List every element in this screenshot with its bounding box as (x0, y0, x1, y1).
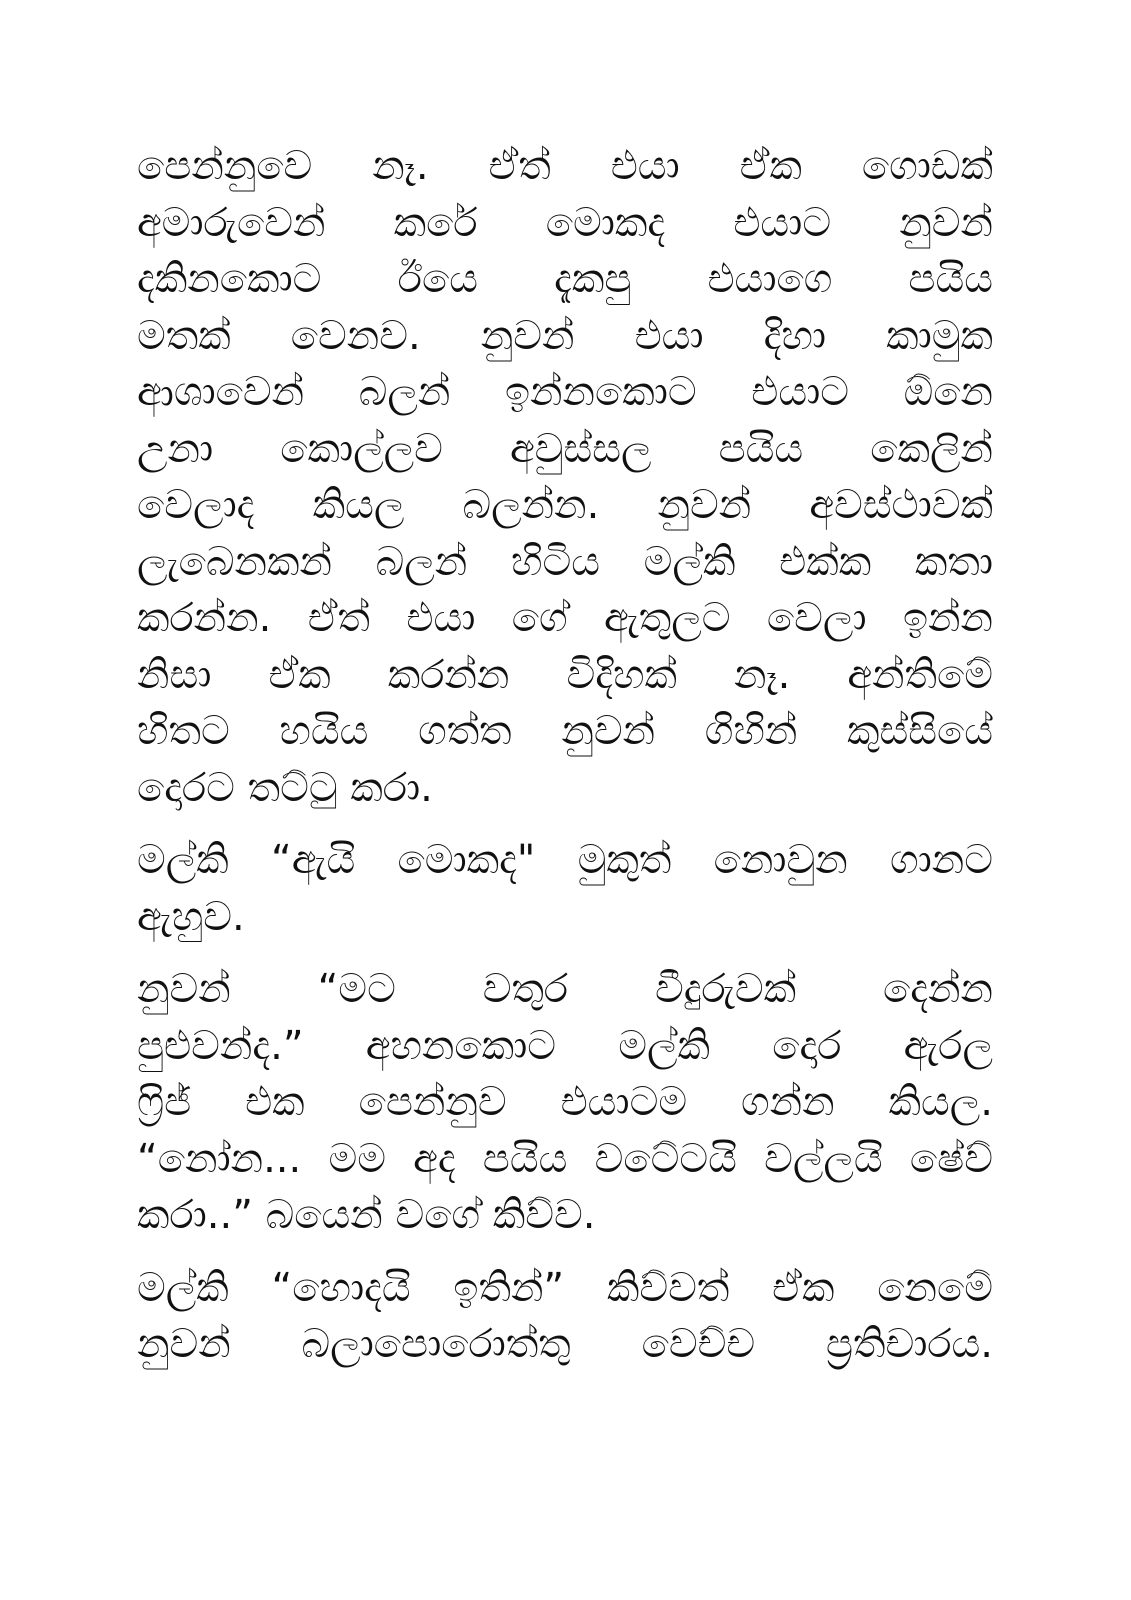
text-line: කරන්න. ඒත් එයා ගේ ඇතුලට වෙලා ඉන්න (137, 595, 993, 641)
text-line: “නෝන... මම අද පයිය වටේටයි වල්ලයි ෂේව් (137, 1135, 993, 1182)
text-line: හිතට හයිය ගත්ත නුවන් ගිහින් කුස්සියේ (137, 708, 993, 754)
paragraph-4 (137, 1260, 993, 1373)
text-line: ආශාවෙන් බලන් ඉන්නකොට එයාට ඕනෙ (137, 369, 993, 415)
text-line: ලැබෙනකන් බලන් හිටිය මල්කි එක්ක කතා (137, 538, 993, 585)
text-line: මල්කි “ඇයි මොකද" මුකුත් නොවුන ගානට (137, 837, 993, 883)
text-line: ඇහුව. (137, 893, 245, 940)
text-line: උනා කොල්ලව අවුස්සල පයිය කෙලින් (137, 425, 993, 472)
text-line: පුළුවන්ද.” අහනකොට මල්කි දොර ඇරල (137, 1022, 993, 1069)
text-line: වෙලාද කියල බලන්න. නුවන් අවස්ථාවක් (137, 482, 993, 528)
text-line: නිසා ඒක කරන්න විදිහක් නෑ. අන්තිමේ (137, 651, 993, 698)
body-text (137, 138, 993, 1389)
text-line: කරා..” බයෙන් වගේ කිව්ව. (137, 1192, 596, 1238)
text-line: ෆ්‍රිජ් එක පෙන්නුව එයාටම ගන්න කියල. (137, 1079, 993, 1125)
text-line: මල්කි “හොදයි ඉතින්” කිව්වත් ඒක නෙමේ (137, 1264, 993, 1311)
text-line: නුවන් “මට වතුර වීදුරුවක් දෙන්න (137, 966, 993, 1012)
text-line: දකිනකොට ඊයෙ දැකපු එයාගෙ පයිය (137, 256, 993, 302)
paragraph-1 (137, 138, 993, 816)
paragraph-3 (137, 961, 993, 1244)
text-line: දොරට තට්ටු කරා. (137, 764, 433, 811)
text-line: අමාරුවෙන් කරේ මොකද එයාට නුවන් (137, 199, 993, 246)
text-line: නුවන් බලාපොරොත්තු වෙච්ච ප්‍රතිචාරය. (137, 1321, 993, 1367)
paragraph-2 (137, 832, 993, 945)
text-line: මතක් වෙනව. නුවන් එයා දිහා කාමුක (137, 312, 993, 359)
text-line: පෙන්නුවෙ නෑ. ඒත් එයා ඒක ගොඩක් (137, 143, 993, 189)
